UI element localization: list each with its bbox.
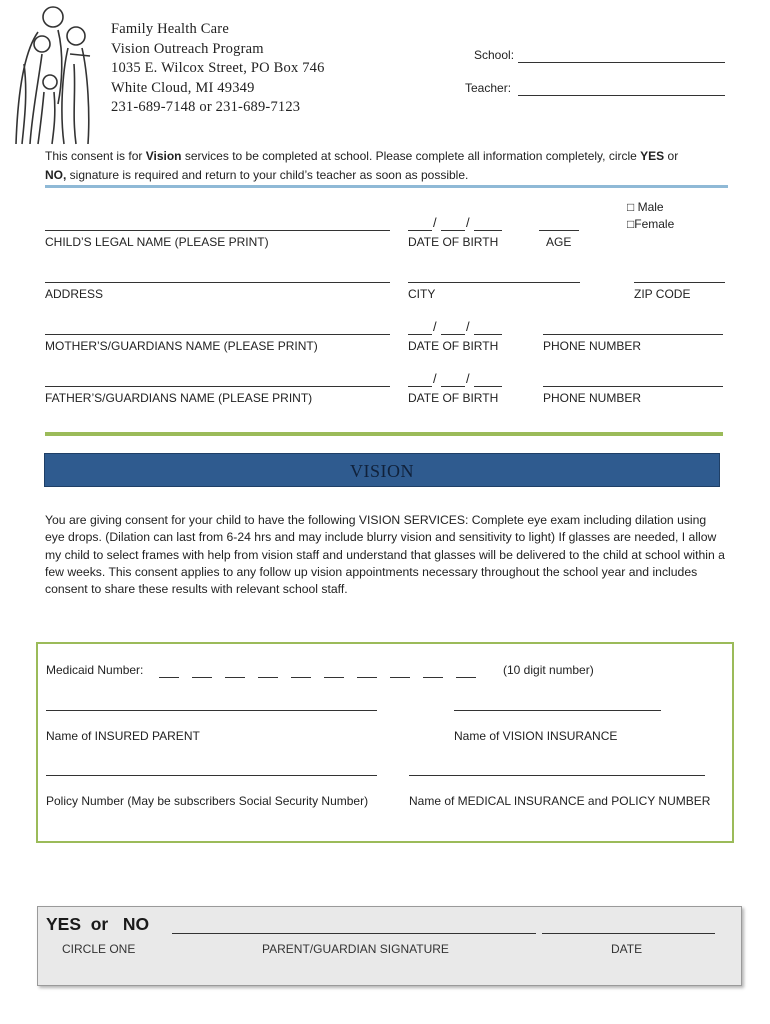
consent-intro — [45, 147, 735, 185]
intro-bold-yes: YES — [640, 149, 665, 163]
circle-one-label: CIRCLE ONE — [62, 942, 136, 956]
child-dob-year[interactable] — [474, 230, 502, 231]
policy-number-label: Policy Number (May be subscribers Social Security Number) — [46, 794, 369, 808]
signature-field[interactable] — [172, 933, 536, 934]
city-field[interactable] — [408, 282, 580, 283]
mother-name-field[interactable] — [45, 334, 390, 335]
medicaid-hint: (10 digit number) — [503, 663, 594, 677]
vision-heading: VISION — [44, 453, 720, 487]
medicaid-digit-blank[interactable] — [390, 677, 410, 678]
child-age-label: AGE — [546, 235, 572, 249]
intro-text-2: services to be completed at school. Please complete all information completely, circle — [181, 149, 641, 163]
mother-name-label: MOTHER’S/GUARDIANS NAME (PLEASE PRINT) — [45, 339, 318, 353]
medicaid-digit-blank[interactable] — [291, 677, 311, 678]
org-name: Family Health Care — [111, 21, 229, 37]
intro-text-3: or — [664, 149, 679, 163]
medicaid-digit-blank[interactable] — [225, 677, 245, 678]
zip-label: ZIP CODE — [634, 287, 691, 301]
signature-label: PARENT/GUARDIAN SIGNATURE — [262, 942, 449, 956]
medical-insurance-label: Name of MEDICAL INSURANCE and POLICY NUMBER — [409, 794, 711, 808]
female-label: Female — [634, 217, 675, 231]
mother-dob-day[interactable] — [441, 334, 465, 335]
yes-no-choice[interactable]: YES or NO — [46, 914, 150, 934]
school-label: School: — [474, 48, 515, 62]
address-label: ADDRESS — [45, 287, 104, 301]
address-field[interactable] — [45, 282, 390, 283]
father-phone-field[interactable] — [543, 386, 723, 387]
child-dob-day[interactable] — [441, 230, 465, 231]
zip-field[interactable] — [634, 282, 725, 283]
child-age-field[interactable] — [539, 230, 579, 231]
medicaid-label: Medicaid Number: — [46, 663, 144, 677]
vision-insurance-field[interactable] — [454, 710, 661, 711]
medicaid-digit-blank[interactable] — [192, 677, 212, 678]
male-option[interactable] — [627, 200, 664, 214]
intro-text-1: This consent is for — [45, 149, 146, 163]
medicaid-digit-blank[interactable] — [159, 677, 179, 678]
blue-divider — [45, 185, 728, 188]
intro-text-4: signature is required and return to your child’s teacher as soon as possible. — [66, 168, 469, 182]
father-dob-label: DATE OF BIRTH — [408, 391, 499, 405]
mother-phone-label: PHONE NUMBER — [543, 339, 642, 353]
medicaid-digit-blank[interactable] — [324, 677, 344, 678]
father-dob-month[interactable] — [408, 386, 432, 387]
medicaid-digit-blank[interactable] — [357, 677, 377, 678]
policy-number-field[interactable] — [46, 775, 377, 776]
child-name-label: CHILD’S LEGAL NAME (PLEASE PRINT) — [45, 235, 269, 249]
street-address: 1035 E. Wilcox Street, PO Box 746 — [111, 60, 325, 76]
insured-parent-field[interactable] — [46, 710, 377, 711]
father-dob-day[interactable] — [441, 386, 465, 387]
organization-address — [111, 20, 325, 118]
city-state-zip: White Cloud, MI 49349 — [111, 79, 255, 96]
intro-bold-no: NO, — [45, 168, 67, 182]
medicaid-digit-blank[interactable] — [258, 677, 278, 678]
child-dob-month[interactable] — [408, 230, 432, 231]
green-divider — [45, 432, 723, 436]
mother-dob-year[interactable] — [474, 334, 502, 335]
teacher-label: Teacher: — [465, 81, 512, 95]
checkbox-icon[interactable]: □ — [627, 217, 635, 231]
male-label: Male — [637, 200, 664, 214]
insured-parent-label: Name of INSURED PARENT — [46, 729, 200, 743]
father-phone-label: PHONE NUMBER — [543, 391, 642, 405]
program-name: Vision Outreach Program — [111, 40, 264, 57]
date-field[interactable] — [542, 933, 715, 934]
school-field[interactable] — [518, 62, 725, 63]
family-figures-icon — [12, 4, 98, 146]
medicaid-digit-blank[interactable] — [423, 677, 443, 678]
mother-dob-label: DATE OF BIRTH — [408, 339, 499, 353]
father-name-label: FATHER’S/GUARDIANS NAME (PLEASE PRINT) — [45, 391, 313, 405]
female-option[interactable] — [627, 217, 674, 231]
father-name-field[interactable] — [45, 386, 390, 387]
mother-dob-month[interactable] — [408, 334, 432, 335]
date-label: DATE — [611, 942, 643, 956]
child-dob-label: DATE OF BIRTH — [408, 235, 499, 249]
vision-consent-text: You are giving consent for your child to have the following VISION SERVICES: Complete eye exam including dilation using eye drops. (Dilation can last from 6-24 hrs and may include blurry vision and sensitivity to light) If glasses are needed, I allow my child to select frames with help from vision staff and understand that glasses will be delivered to the child at school within a few weeks. This consent applies to any follow up vision appointments necessary throughout the school year and includes consent to share these results with relevant school staff. — [45, 513, 725, 597]
checkbox-icon[interactable]: □ — [627, 200, 635, 214]
intro-bold-vision: Vision — [145, 149, 182, 163]
city-label: CITY — [408, 287, 436, 301]
father-dob-year[interactable] — [474, 386, 502, 387]
teacher-field[interactable] — [518, 95, 725, 96]
medicaid-digit-blank[interactable] — [456, 677, 476, 678]
vision-insurance-label: Name of VISION INSURANCE — [454, 729, 618, 743]
mother-phone-field[interactable] — [543, 334, 723, 335]
phone-numbers: 231-689-7148 or 231-689-7123 — [111, 99, 301, 115]
medical-insurance-field[interactable] — [409, 775, 705, 776]
child-name-field[interactable] — [45, 230, 390, 231]
